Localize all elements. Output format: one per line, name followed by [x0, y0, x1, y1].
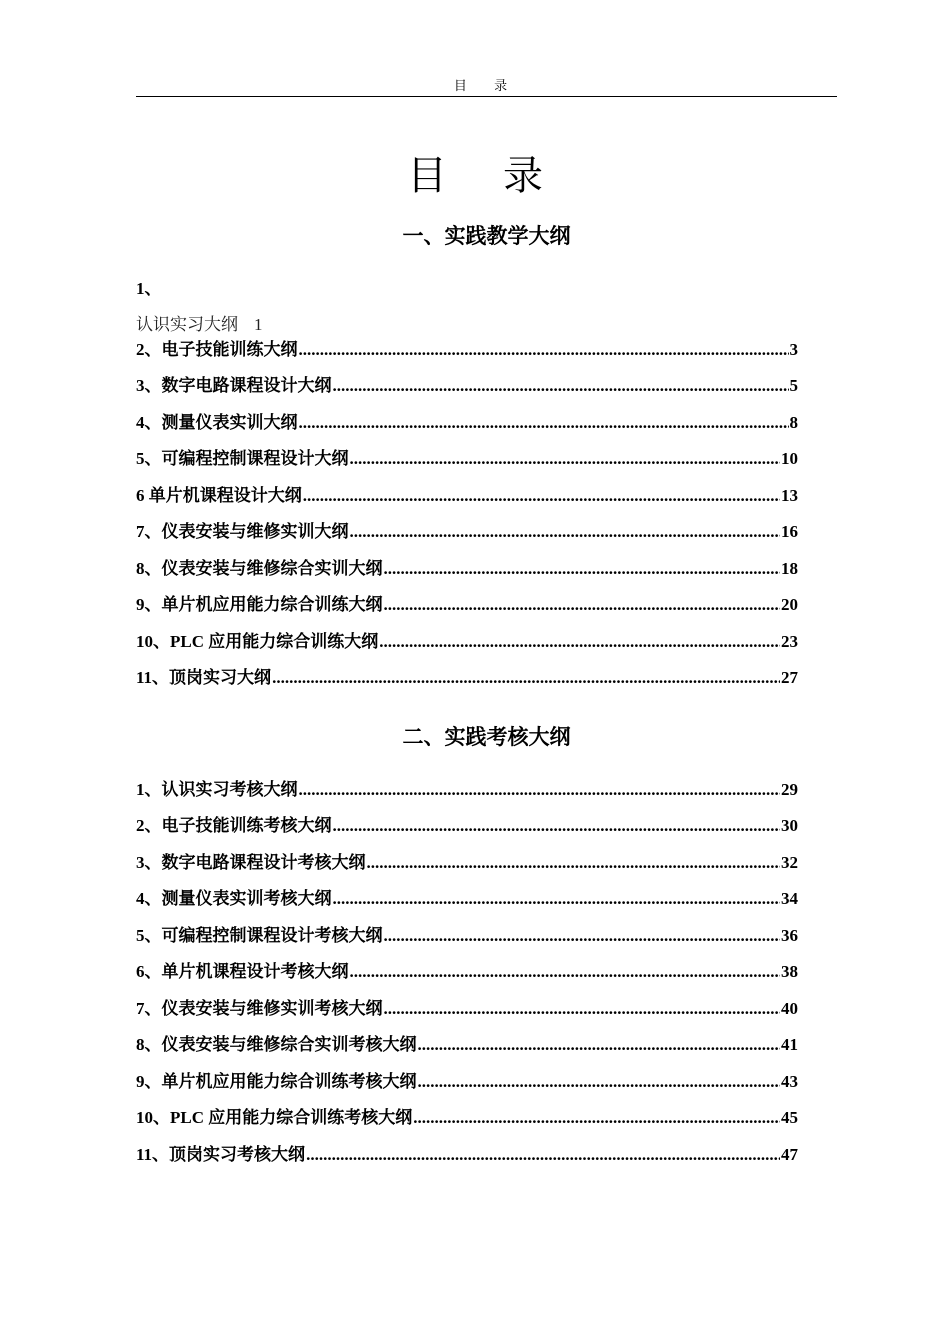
- toc-entry[interactable]: [136, 909, 798, 946]
- toc-label: 6、单片机课程设计考核大纲: [136, 962, 349, 981]
- toc-label: 6 单片机课程设计大纲: [136, 485, 302, 505]
- toc-entry[interactable]: [136, 1128, 798, 1165]
- toc-list-assessment: [136, 763, 798, 1165]
- toc-label: 11、顶岗实习考核大纲: [136, 1144, 306, 1164]
- toc-entry[interactable]: [136, 946, 798, 983]
- toc-leader-dots: [418, 1035, 781, 1055]
- toc-page-number: 45: [781, 1108, 798, 1127]
- toc-label: 3、数字电路课程设计考核大纲: [136, 852, 366, 872]
- toc-label: 5、可编程控制课程设计大纲: [136, 449, 349, 468]
- section-title-teaching: 一、实践教学大纲: [402, 224, 571, 248]
- toc-entry[interactable]: [136, 542, 798, 579]
- toc-page-number: 3: [789, 339, 798, 359]
- toc-entry[interactable]: [136, 652, 798, 689]
- toc-leader-dots: [306, 1145, 780, 1165]
- toc-leader-dots: [350, 522, 781, 542]
- toc-page-number: 30: [781, 816, 798, 835]
- toc-entry[interactable]: [136, 1055, 798, 1092]
- toc-label: 3、数字电路课程设计大纲: [136, 376, 332, 395]
- toc-entry[interactable]: [136, 836, 798, 873]
- toc-leader-dots: [303, 486, 780, 506]
- toc-label: 2、电子技能训练大纲: [136, 339, 298, 359]
- toc-leader-dots: [333, 816, 781, 836]
- toc-leader-dots: [333, 889, 781, 909]
- toc-page-number: 13: [781, 485, 798, 505]
- toc-page-number: 32: [781, 852, 798, 872]
- toc-page-number: 29: [781, 779, 798, 799]
- toc-page-number: 34: [781, 889, 798, 908]
- toc-entry[interactable]: [136, 1092, 798, 1129]
- toc-entry[interactable]: [136, 396, 798, 433]
- toc-leader-dots: [299, 780, 781, 800]
- toc-page-number: 38: [781, 962, 798, 981]
- toc-label: 9、单片机应用能力综合训练考核大纲: [136, 1071, 417, 1091]
- toc-page-number: 36: [781, 925, 798, 945]
- toc-entry[interactable]: [136, 469, 798, 506]
- toc-leader-dots: [418, 1072, 781, 1092]
- toc-leader-dots: [333, 376, 789, 396]
- running-header: 目 录: [136, 76, 837, 97]
- toc-leader-dots: [384, 595, 781, 615]
- section-title-assessment: 二、实践考核大纲: [402, 725, 571, 749]
- toc-entry[interactable]: [136, 506, 798, 543]
- toc-entry[interactable]: [136, 433, 798, 470]
- toc-label: 9、单片机应用能力综合训练大纲: [136, 595, 383, 614]
- toc-entry[interactable]: [136, 615, 798, 652]
- toc-label: 10、PLC 应用能力综合训练考核大纲: [136, 1108, 413, 1127]
- toc-label: 2、电子技能训练考核大纲: [136, 816, 332, 835]
- toc-page-number: 16: [781, 522, 798, 541]
- toc-label: 11、顶岗实习大纲: [136, 668, 272, 687]
- toc-entry[interactable]: [136, 323, 798, 360]
- toc-leader-dots: [413, 1108, 780, 1128]
- toc-entry[interactable]: [136, 763, 798, 800]
- toc-leader-dots: [350, 449, 781, 469]
- toc-page-number: 23: [781, 631, 798, 651]
- toc-item-1-page: 1: [254, 315, 263, 334]
- toc-page-number: 41: [781, 1035, 798, 1054]
- toc-item-1-label: 认识实习大纲: [136, 315, 238, 334]
- toc-entry[interactable]: [136, 1019, 798, 1056]
- toc-label: 5、可编程控制课程设计考核大纲: [136, 925, 383, 945]
- toc-label: 8、仪表安装与维修综合实训大纲: [136, 558, 383, 578]
- toc-entry[interactable]: [136, 982, 798, 1019]
- toc-label: 7、仪表安装与维修实训考核大纲: [136, 998, 383, 1018]
- toc-page-number: 10: [781, 449, 798, 468]
- toc-leader-dots: [350, 962, 781, 982]
- toc-page-number: 5: [789, 376, 798, 395]
- toc-label: 4、测量仪表实训大纲: [136, 412, 298, 432]
- toc-page-number: 8: [789, 412, 798, 432]
- toc-entry[interactable]: [136, 873, 798, 910]
- toc-entry[interactable]: [136, 360, 798, 397]
- toc-leader-dots: [379, 632, 780, 652]
- toc-leader-dots: [299, 413, 789, 433]
- toc-label: 1、认识实习考核大纲: [136, 779, 298, 799]
- toc-leader-dots: [384, 999, 781, 1019]
- toc-leader-dots: [367, 853, 781, 873]
- toc-page-number: 20: [781, 595, 798, 614]
- toc-leader-dots: [384, 559, 781, 579]
- page-title: 目录: [407, 153, 599, 199]
- toc-label: 7、仪表安装与维修实训大纲: [136, 522, 349, 541]
- toc-page-number: 43: [781, 1071, 798, 1091]
- toc-item-1-number: 1、: [136, 279, 162, 298]
- toc-page-number: 18: [781, 558, 798, 578]
- toc-label: 10、PLC 应用能力综合训练大纲: [136, 631, 379, 651]
- toc-label: 8、仪表安装与维修综合实训考核大纲: [136, 1035, 417, 1054]
- toc-entry[interactable]: [136, 800, 798, 837]
- toc-page-number: 40: [781, 998, 798, 1018]
- toc-entry[interactable]: [136, 579, 798, 616]
- toc-label: 4、测量仪表实训考核大纲: [136, 889, 332, 908]
- toc-leader-dots: [272, 668, 780, 688]
- toc-list-teaching: [136, 323, 798, 688]
- toc-leader-dots: [384, 926, 781, 946]
- toc-page-number: 27: [781, 668, 798, 687]
- toc-leader-dots: [299, 340, 789, 360]
- toc-page-number: 47: [781, 1144, 798, 1164]
